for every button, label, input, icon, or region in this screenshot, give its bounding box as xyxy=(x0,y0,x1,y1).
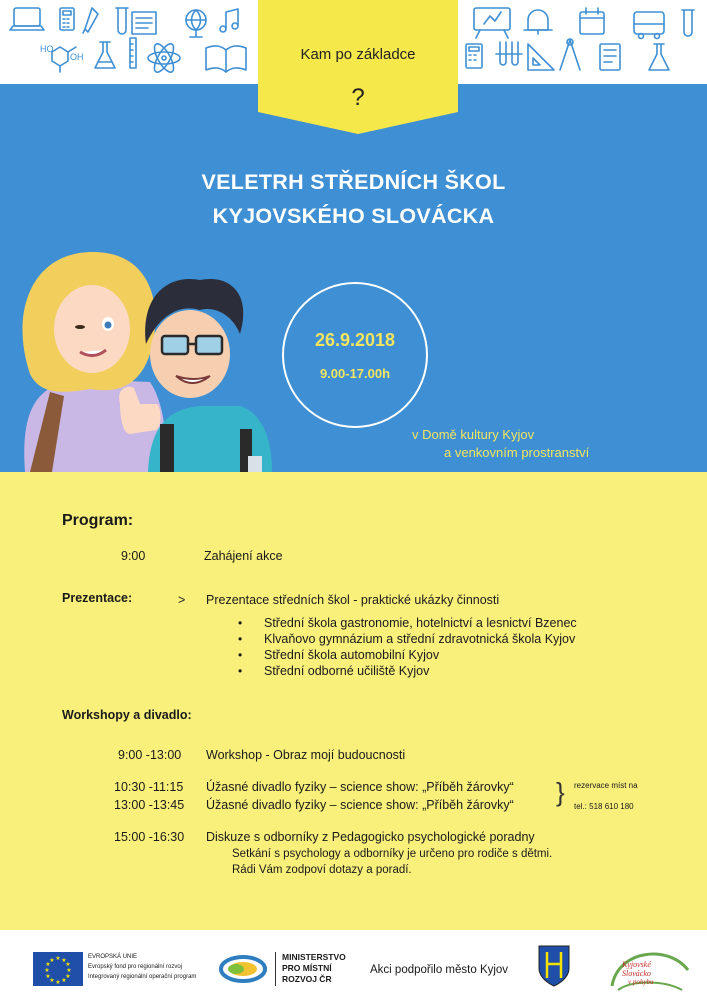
flask-icon xyxy=(95,42,115,68)
whiteboard-icon xyxy=(474,8,510,38)
svg-text:OH: OH xyxy=(70,52,84,62)
region-line3: v pohybu xyxy=(628,978,654,986)
school-item: Střední škola automobilní Kyjov xyxy=(264,648,440,662)
opening-time: 9:00 xyxy=(121,549,146,563)
svg-text:★: ★ xyxy=(65,973,71,980)
bus-icon xyxy=(634,12,664,39)
workshop-time: 9:00 -13:00 xyxy=(118,748,182,762)
support-text: Akci podpořilo město Kyjov xyxy=(370,964,509,976)
boy-illustration xyxy=(145,279,272,472)
question-mark: ? xyxy=(351,84,365,111)
footer-logos xyxy=(0,930,707,1000)
brace: } xyxy=(556,777,565,807)
bullet: • xyxy=(238,632,243,646)
program-section xyxy=(0,472,707,930)
eu-line2: Evropský fond pro regionální rozvoj xyxy=(88,964,183,970)
discussion-note1: Setkání s psychology a odborníky je určeno pro rodiče s dětmi. xyxy=(232,848,553,860)
region-line1: Kyjovské xyxy=(622,960,651,969)
svg-text:★: ★ xyxy=(55,979,61,986)
event-date: 26.9.2018 xyxy=(314,330,396,350)
show2-time: 13:00 -13:45 xyxy=(114,798,185,812)
reservation-line1: rezervace míst na xyxy=(574,781,638,790)
venue-line1: v Domě kultury Kyjov xyxy=(412,427,535,442)
laptop-icon xyxy=(10,8,44,30)
eu-line3: Integrovaný regionální operační program xyxy=(88,974,197,980)
scroll-icon xyxy=(132,12,156,34)
eu-flag-icon xyxy=(33,952,83,986)
svg-text:★: ★ xyxy=(44,967,50,974)
bullet: • xyxy=(238,616,243,630)
svg-text:★: ★ xyxy=(45,961,51,968)
mmr-line2: PRO MÍSTNÍ xyxy=(282,963,332,973)
reservation-line2: tel.: 518 610 180 xyxy=(574,802,634,811)
calculator-icon-right xyxy=(466,44,482,68)
svg-text:★: ★ xyxy=(55,955,61,962)
show2-text: Úžasné divadlo fyziky – science show: „Příběh žárovky“ xyxy=(206,798,514,812)
pen-icon xyxy=(83,8,98,33)
presentations-text: Prezentace středních škol - praktické ukázky činnosti xyxy=(206,593,500,607)
tab-label: Kam po základce xyxy=(300,46,416,63)
svg-text:★: ★ xyxy=(45,973,51,980)
bullet: • xyxy=(238,664,243,678)
test-tube-icon-right xyxy=(682,10,694,36)
discussion-note2: Rádi Vám zodpoví dotazy a poradí. xyxy=(232,864,412,876)
school-item: Střední odborné učiliště Kyjov xyxy=(264,664,430,678)
presentations-label: Prezentace: xyxy=(62,591,133,605)
compass-icon xyxy=(560,39,580,70)
flask-icon-right xyxy=(649,44,669,70)
event-title-line2: KYJOVSKÉHO SLOVÁCKA xyxy=(212,204,495,228)
discussion-text: Diskuze s odborníky z Pedagogicko psychologické poradny xyxy=(206,830,535,844)
workshops-label: Workshopy a divadlo: xyxy=(62,708,192,722)
mmr-line1: MINISTERSTVO xyxy=(282,952,346,962)
music-notes-icon xyxy=(220,9,238,32)
bullet: • xyxy=(238,648,243,662)
svg-text:★: ★ xyxy=(61,977,67,984)
globe-icon xyxy=(186,10,206,37)
venue-line2: a venkovním prostranství xyxy=(444,445,590,460)
ruler-icon xyxy=(130,38,136,68)
girl-illustration xyxy=(23,252,167,472)
presentations-arrow: > xyxy=(178,593,186,607)
calendar-icon xyxy=(580,8,604,34)
divider xyxy=(275,952,276,986)
mmr-line3: ROZVOJ ČR xyxy=(282,974,332,984)
svg-text:★: ★ xyxy=(66,967,72,974)
school-item: Střední škola gastronomie, hotelnictví a lesnictví Bzenec xyxy=(264,616,577,630)
book-icon xyxy=(206,46,246,72)
svg-text:★: ★ xyxy=(49,957,55,964)
region-line2: Slovácko xyxy=(622,969,651,978)
svg-text:★: ★ xyxy=(65,961,71,968)
eu-line1: EVROPSKÁ UNIE xyxy=(88,954,138,960)
show1-time: 10:30 -11:15 xyxy=(114,780,184,794)
svg-text:★: ★ xyxy=(61,957,67,964)
test-tubes-rack-icon xyxy=(496,42,522,65)
program-heading: Program: xyxy=(62,512,134,529)
set-square-icon xyxy=(528,44,554,70)
svg-text:★: ★ xyxy=(49,977,55,984)
kyjov-coat-of-arms-icon xyxy=(537,944,571,988)
mmr-logo-icon xyxy=(218,954,268,984)
notebook-icon xyxy=(600,44,620,70)
bell-icon xyxy=(524,10,552,34)
svg-text:HO: HO xyxy=(40,44,54,54)
event-title-line1: VELETRH STŘEDNÍCH ŠKOL xyxy=(201,170,506,194)
discussion-time: 15:00 -16:30 xyxy=(114,830,185,844)
event-time: 9.00-17.00h xyxy=(319,366,391,381)
atom-icon xyxy=(148,41,180,75)
opening-text: Zahájení akce xyxy=(204,549,283,563)
test-tube-icon xyxy=(116,8,128,34)
date-circle xyxy=(282,282,428,428)
school-item: Klvaňovo gymnázium a střední zdravotnická škola Kyjov xyxy=(264,632,576,646)
yellow-tab xyxy=(258,0,458,134)
show1-text: Úžasné divadlo fyziky – science show: „Příběh žárovky“ xyxy=(206,780,514,794)
calculator-icon xyxy=(60,8,74,30)
workshop-text: Workshop - Obraz mojí budoucnosti xyxy=(206,748,406,762)
